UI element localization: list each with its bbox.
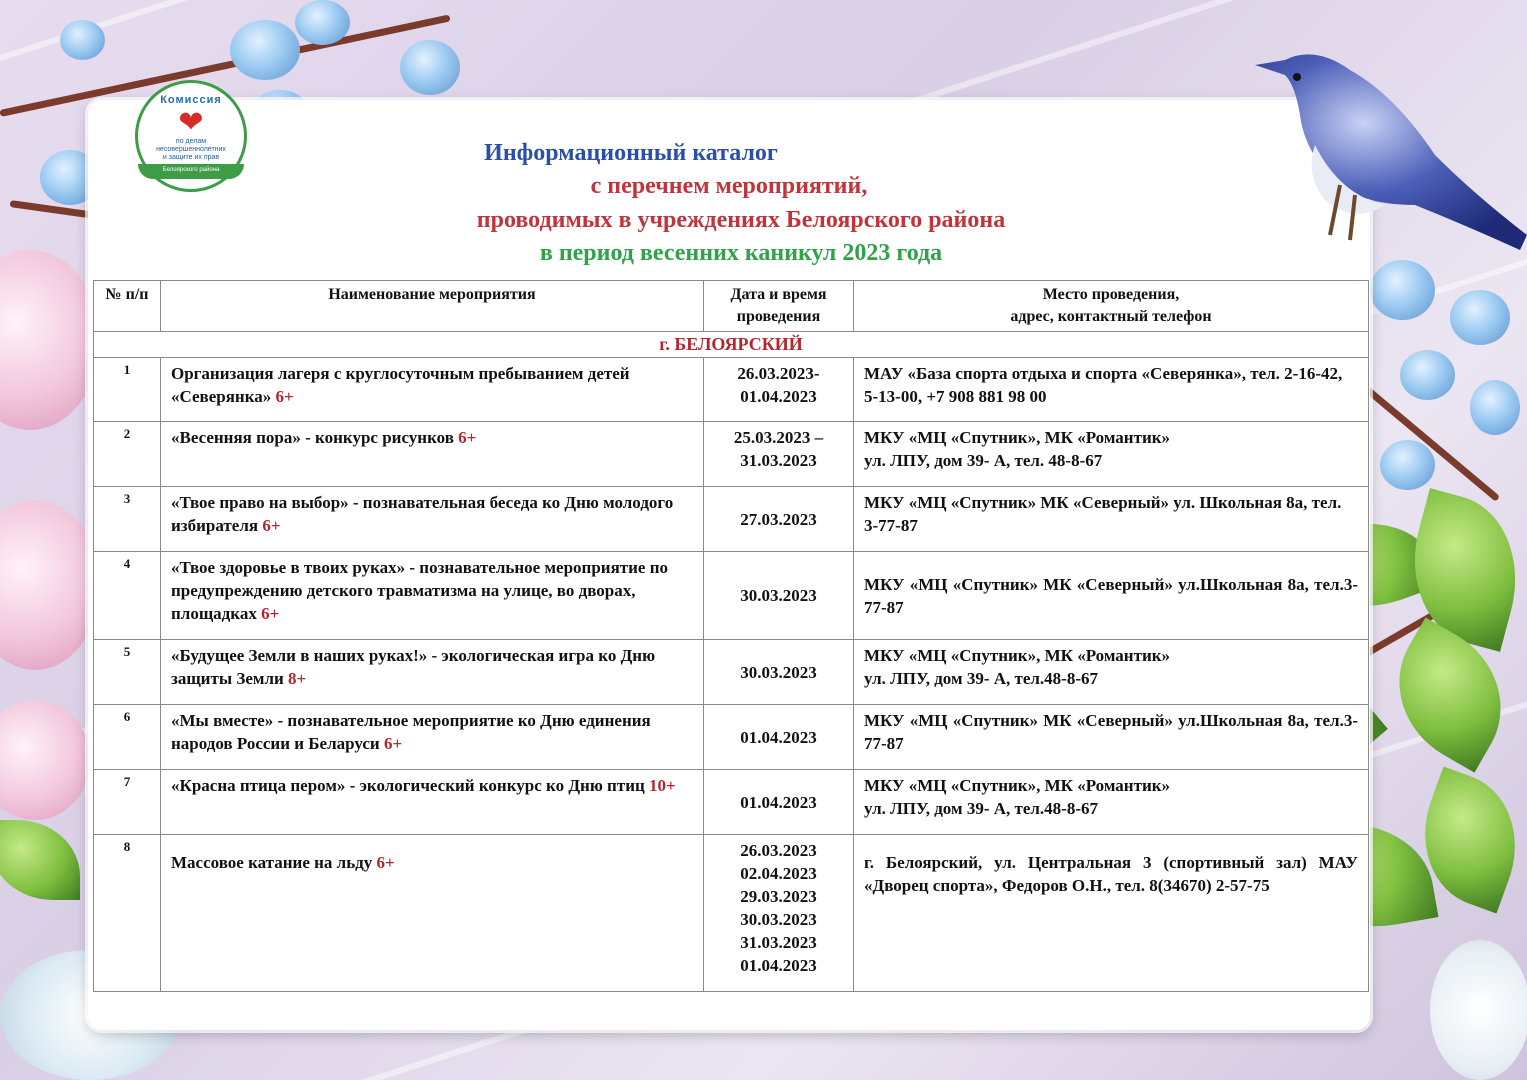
blue-flower bbox=[1380, 440, 1435, 490]
event-place: МКУ «МЦ «Спутник» МК «Северный» ул.Школьная 8а, тел.3-77-87 bbox=[854, 552, 1369, 640]
title-line-3: проводимых в учреждениях Белоярского района bbox=[476, 207, 1006, 233]
event-name-cell bbox=[161, 422, 704, 487]
event-name: «Будущее Земли в наших руках!» - экологическая игра ко Дню защиты Земли bbox=[171, 646, 656, 688]
row-number: 8 bbox=[94, 835, 161, 992]
bluebird-illustration bbox=[1245, 35, 1527, 265]
blue-flower bbox=[230, 20, 300, 80]
event-date: 01.04.2023 bbox=[704, 705, 854, 770]
age-rating: 6+ bbox=[383, 734, 403, 753]
row-number: 3 bbox=[94, 487, 161, 552]
event-place: г. Белоярский, ул. Центральная 3 (спортивный зал) МАУ «Дворец спорта», Федоров О.Н., тел. 8(34670) 2-57-75 bbox=[854, 835, 1369, 992]
event-date: 27.03.2023 bbox=[704, 487, 854, 552]
event-name-cell bbox=[161, 487, 704, 552]
title-line-1: Информационный каталог bbox=[484, 140, 778, 166]
commission-logo bbox=[135, 80, 247, 192]
logo-body-text-3: и защите их прав bbox=[162, 153, 220, 161]
title-line-2: с перечнем мероприятий, bbox=[590, 173, 868, 199]
event-name: «Твое здоровье в твоих руках» - познавательное мероприятие по предупреждению детского травматизма на улице, во дворах, площадках bbox=[171, 558, 669, 623]
white-pot bbox=[1430, 940, 1527, 1080]
blue-flower bbox=[1450, 290, 1510, 345]
table-row bbox=[94, 422, 1369, 487]
event-name-cell bbox=[161, 770, 704, 835]
logo-arc-text: Комиссия bbox=[160, 93, 222, 106]
event-date: 26.03.2023- 01.04.2023 bbox=[704, 358, 854, 422]
event-name-cell bbox=[161, 358, 704, 422]
logo-bottom-text: Белоярского района bbox=[138, 164, 244, 179]
events-table bbox=[93, 280, 1369, 992]
age-rating: 6+ bbox=[458, 428, 477, 447]
pink-flower bbox=[0, 700, 90, 820]
header-place-line-2: адрес, контактный телефон bbox=[1010, 308, 1212, 325]
leaf bbox=[0, 820, 80, 900]
event-place: МКУ «МЦ «Спутник» МК «Северный» ул.Школьная 8а, тел.3-77-87 bbox=[854, 705, 1369, 770]
event-place: МКУ «МЦ «Спутник», МК «Романтик» ул. ЛПУ, дом 39- А, тел.48-8-67 bbox=[854, 770, 1369, 835]
age-rating: 6+ bbox=[262, 516, 281, 535]
event-name-cell bbox=[161, 705, 704, 770]
row-number: 1 bbox=[94, 358, 161, 422]
event-name-cell bbox=[161, 640, 704, 705]
event-name: «Твое право на выбор» - познавательная беседа ко Дню молодого избирателя bbox=[171, 493, 674, 535]
event-place: МКУ «МЦ «Спутник», МК «Романтик» ул. ЛПУ, дом 39- А, тел. 48-8-67 bbox=[854, 422, 1369, 487]
event-name: «Мы вместе» - познавательное мероприятие ко Дню единения народов России и Беларуси bbox=[171, 711, 651, 753]
event-date: 01.04.2023 bbox=[704, 770, 854, 835]
age-rating: 6+ bbox=[261, 604, 280, 623]
pink-flower bbox=[0, 500, 100, 670]
row-number: 5 bbox=[94, 640, 161, 705]
blue-flower bbox=[400, 40, 460, 95]
event-date: 25.03.2023 – 31.03.2023 bbox=[704, 422, 854, 487]
event-name: Организация лагеря с круглосуточным пребыванием детей «Северянка» bbox=[171, 364, 630, 406]
age-rating: 8+ bbox=[288, 669, 307, 688]
row-number: 6 bbox=[94, 705, 161, 770]
table-row bbox=[94, 487, 1369, 552]
event-place: МКУ «МЦ «Спутник» МК «Северный» ул. Школьная 8а, тел. 3-77-87 bbox=[854, 487, 1369, 552]
blue-flower bbox=[1400, 350, 1455, 400]
table-row bbox=[94, 705, 1369, 770]
title-line-4: в период весенних каникул 2023 года bbox=[539, 240, 943, 266]
table-row bbox=[94, 552, 1369, 640]
header-place-line-1: Место проведения, bbox=[1042, 286, 1180, 303]
header-name: Наименование мероприятия bbox=[161, 281, 704, 332]
blue-flower bbox=[60, 20, 105, 60]
row-number: 4 bbox=[94, 552, 161, 640]
event-name-cell bbox=[161, 835, 704, 992]
header-place bbox=[854, 281, 1369, 332]
header-date: Дата и время проведения bbox=[704, 281, 854, 332]
table-row bbox=[94, 835, 1369, 992]
age-rating: 10+ bbox=[649, 776, 676, 795]
table-row bbox=[94, 640, 1369, 705]
heart-icon: ❤ bbox=[178, 105, 204, 139]
event-date: 30.03.2023 bbox=[704, 552, 854, 640]
table-row bbox=[94, 770, 1369, 835]
pink-flower bbox=[0, 250, 100, 430]
event-name-cell bbox=[161, 552, 704, 640]
logo-body-text-2: несовершеннолетних bbox=[156, 145, 226, 153]
blue-flower bbox=[1470, 380, 1520, 435]
header-num: № п/п bbox=[94, 281, 161, 332]
blue-flower bbox=[295, 0, 350, 45]
event-date: 26.03.2023 02.04.2023 29.03.2023 30.03.2023 31.03.2023 01.04.2023 bbox=[704, 835, 854, 992]
row-number: 2 bbox=[94, 422, 161, 487]
event-name: «Красна птица пером» - экологический конкурс ко Дню птиц bbox=[171, 776, 645, 795]
event-place: МКУ «МЦ «Спутник», МК «Романтик» ул. ЛПУ, дом 39- А, тел.48-8-67 bbox=[854, 640, 1369, 705]
table-header-row bbox=[94, 281, 1369, 332]
event-name: Массовое катание на льду bbox=[171, 853, 373, 872]
city-row bbox=[94, 332, 1369, 358]
event-place: МАУ «База спорта отдыха и спорта «Северянка», тел. 2-16-42, 5-13-00, +7 908 881 98 00 bbox=[854, 358, 1369, 422]
event-name: «Весенняя пора» - конкурс рисунков bbox=[171, 428, 454, 447]
logo-body-text-1: по делам bbox=[175, 137, 207, 145]
table-row bbox=[94, 358, 1369, 422]
age-rating: 6+ bbox=[275, 387, 294, 406]
age-rating: 6+ bbox=[376, 853, 395, 872]
event-date: 30.03.2023 bbox=[704, 640, 854, 705]
city-name: г. БЕЛОЯРСКИЙ bbox=[94, 332, 1369, 358]
row-number: 7 bbox=[94, 770, 161, 835]
